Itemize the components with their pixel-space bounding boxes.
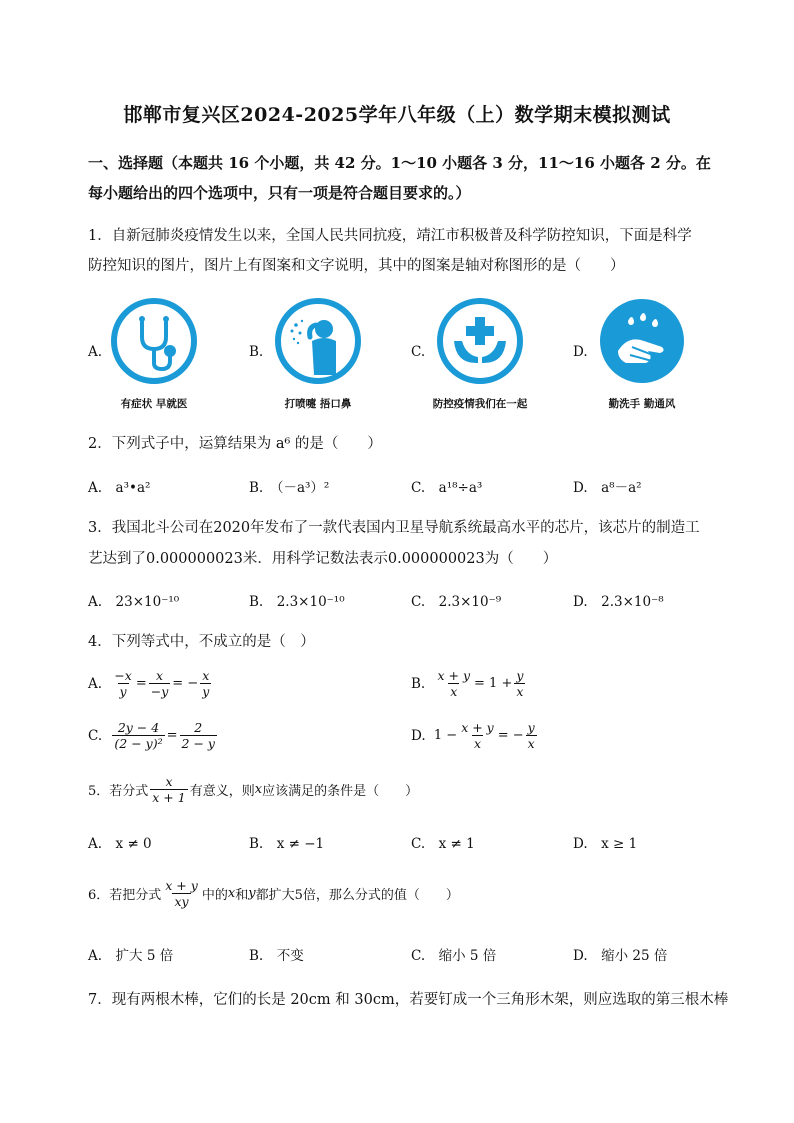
q5-stem: 5．若分式 $\frac{x}{x + 1}$ 有意义，则 x 应该满足的条件是（ ） bbox=[88, 774, 419, 805]
q1-line2: 防控知识的图片，图片上有图案和文字说明，其中的图案是轴对称图形的是（ ） bbox=[88, 258, 625, 274]
q5-option-b: B. x ≠ −1 bbox=[249, 836, 325, 852]
q7-line1: 7．现有两根木棒，它们的长是 20cm 和 30cm，若要钉成一个三角形木架，则应选取的第三根木棒 bbox=[88, 992, 729, 1008]
q1-caption-b: 打喷嚏 捂口鼻 bbox=[284, 398, 352, 410]
section-heading-line2: 每小题给出的四个选项中，只有一项是符合题目要求的。） bbox=[88, 184, 471, 202]
q2-option-c: C. a¹⁸÷a³ bbox=[411, 480, 483, 496]
q1-caption-d: 勤洗手 勤通风 bbox=[608, 398, 676, 410]
hand-washing-icon bbox=[598, 297, 686, 389]
sneeze-icon bbox=[274, 297, 362, 389]
q6-option-c: C. 缩小 5 倍 bbox=[411, 948, 497, 964]
q4-option-d-label: D. bbox=[411, 727, 426, 744]
q4-stem: 4．下列等式中，不成立的是（ ） bbox=[88, 634, 315, 650]
q5-option-c: C. x ≠ 1 bbox=[411, 836, 475, 852]
q3-option-a: A. 23×10⁻¹⁰ bbox=[88, 594, 180, 610]
q2-option-b: B. （－a³）² bbox=[249, 480, 330, 496]
q4-option-a-label: A. bbox=[88, 675, 103, 692]
q4-option-d: D. 1 − $\frac{x + y}{x}$ = − $\frac{y}{x}$ bbox=[411, 720, 535, 751]
q2-option-a: A. a³•a² bbox=[88, 480, 151, 496]
page-title: 邯郸市复兴区2024-2025学年八年级（上）数学期末模拟测试 bbox=[123, 104, 671, 126]
section-heading-line1: 一、选择题（本题共 16 个小题，共 42 分。1～10 小题各 3 分，11～16 小题各 2 分。在 bbox=[88, 154, 711, 172]
q3-line2: 艺达到了0.000000023米．用科学记数法表示0.000000023为（ ） bbox=[88, 551, 558, 567]
q6-stem: 6．若把分式 $\frac{x + y}{xy}$ 中的 x 和 y 都扩大5倍，那么分式的值（ ） bbox=[88, 878, 459, 909]
q1-caption-a: 有症状 早就医 bbox=[120, 398, 188, 410]
q1-option-b-label: B. bbox=[249, 344, 264, 360]
medical-cross-hands-icon bbox=[436, 297, 524, 389]
q1-option-a-label: A. bbox=[88, 344, 103, 360]
q4-option-a: A. $\frac{-x}{y}$ = $\frac{x}{-y}$ = − $\frac{x}{y}$ bbox=[88, 668, 210, 699]
q1-option-c-label: C. bbox=[411, 344, 426, 360]
q5-option-a: A. x ≠ 0 bbox=[88, 836, 152, 852]
q6-option-a: A. 扩大 5 倍 bbox=[88, 948, 174, 964]
q3-option-b: B. 2.3×10⁻¹⁰ bbox=[249, 594, 345, 610]
q3-option-c: C. 2.3×10⁻⁹ bbox=[411, 594, 502, 610]
q1-line1: 1．自新冠肺炎疫情发生以来，全国人民共同抗疫，靖江市积极普及科学防控知识，下面是科学 bbox=[88, 228, 692, 244]
q4-option-b-label: B. bbox=[411, 675, 426, 692]
q4-option-c: C. $\frac{2y - 4}{\text{(2 − y)²}}$ = $\frac{2}{2 - y}$ bbox=[88, 720, 215, 751]
q5-option-d: D. x ≥ 1 bbox=[573, 836, 638, 852]
q3-line1: 3．我国北斗公司在2020年发布了一款代表国内卫星导航系统最高水平的芯片，该芯片的制造工 bbox=[88, 520, 700, 536]
q4-option-c-label: C. bbox=[88, 727, 103, 744]
q1-option-d-label: D. bbox=[573, 344, 588, 360]
q4-option-b: B. $\frac{x + y}{x}$ = 1 + $\frac{y}{x}$ bbox=[411, 668, 524, 699]
q6-option-b: B. 不变 bbox=[249, 948, 304, 964]
q1-caption-c: 防控疫情我们在一起 bbox=[432, 398, 528, 410]
q2-stem: 2．下列式子中，运算结果为 a⁶ 的是（ ） bbox=[88, 436, 382, 452]
stethoscope-icon bbox=[110, 297, 198, 389]
q2-option-d: D. a⁸－a² bbox=[573, 480, 642, 496]
q6-option-d: D. 缩小 25 倍 bbox=[573, 948, 668, 964]
q3-option-d: D. 2.3×10⁻⁸ bbox=[573, 594, 664, 610]
